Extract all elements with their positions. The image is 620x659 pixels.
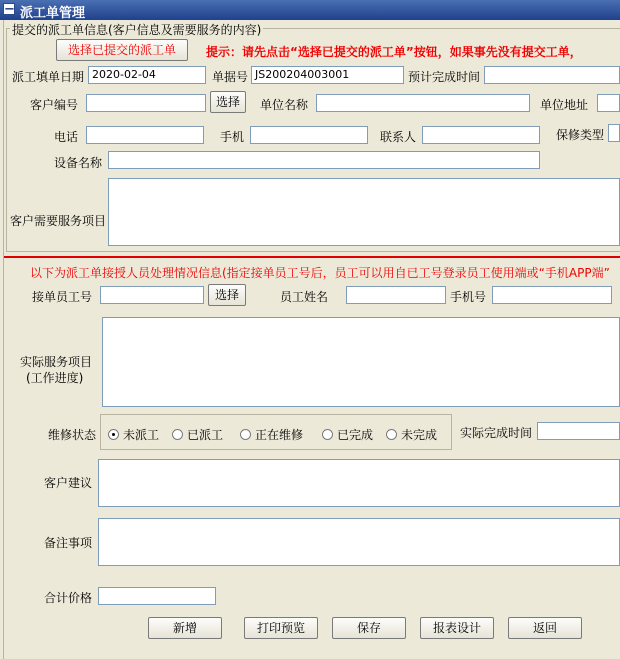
service-label: 客户需要服务项目 [10,214,107,228]
employee-no-field[interactable] [100,286,204,304]
contact-field[interactable] [422,126,540,144]
radio-icon [386,429,397,440]
save-button[interactable]: 保存 [332,617,406,639]
radio-icon [172,429,183,440]
print-preview-button[interactable]: 打印预览 [244,617,318,639]
actual-service-label-line1: 实际服务项目 [20,355,93,369]
date-label: 派工填单日期 [12,70,85,84]
radio-selected-icon [108,429,119,440]
actual-time-label: 实际完成时间 [460,426,533,440]
company-field[interactable] [316,94,530,112]
status-radio-assigned[interactable]: 已派工 [172,426,223,443]
section-divider [4,256,620,258]
order-no-label: 单据号 [212,70,249,84]
remark-textarea[interactable] [98,518,620,566]
employee-select-button[interactable]: 选择 [208,284,246,306]
collapse-icon[interactable]: − [4,2,15,17]
section2-notice: 以下为派工单接授人员处理情况信息(指定接单员工号后，员工可以用自已工号登录员工使用端或“手机APP端” [30,266,610,280]
actual-service-label-line2: (工作进度) [26,371,84,385]
status-label: 维修状态 [48,428,97,442]
customer-no-field[interactable] [86,94,206,112]
radio-icon [322,429,333,440]
employee-mobile-label: 手机号 [450,290,487,304]
device-label: 设备名称 [54,156,103,170]
repair-type-field[interactable] [608,124,620,142]
title-bar [0,0,620,20]
mobile-label: 手机 [220,130,245,144]
status-radio-unassigned[interactable]: 未派工 [108,426,159,443]
status-radio-completed[interactable]: 已完成 [322,426,373,443]
status-radio-uncompleted[interactable]: 未完成 [386,426,437,443]
window-title: 派工单管理 [20,6,86,21]
total-price-field[interactable] [98,587,216,605]
expected-time-field[interactable] [484,66,620,84]
order-no-field[interactable]: JS200204003001 [251,66,404,84]
status-radio-repairing[interactable]: 正在维修 [240,426,303,443]
radio-icon [240,429,251,440]
actual-service-textarea[interactable] [102,317,620,407]
mobile-field[interactable] [250,126,368,144]
hint-text: 提示：请先点击“选择已提交的派工单”按钮，如果事先没有提交工单， [206,45,582,59]
company-label: 单位名称 [260,98,309,112]
remark-label: 备注事项 [44,536,93,550]
actual-time-field[interactable] [537,422,620,440]
phone-field[interactable] [86,126,204,144]
address-field[interactable] [597,94,620,112]
submitted-order-legend: 提交的派工单信息(客户信息及需要服务的内容) [12,23,262,37]
suggestion-textarea[interactable] [98,459,620,507]
service-textarea[interactable] [108,178,620,246]
customer-no-label: 客户编号 [30,98,79,112]
date-field[interactable]: 2020-02-04 [88,66,206,84]
left-border [3,20,4,659]
suggestion-label: 客户建议 [44,476,93,490]
device-field[interactable] [108,151,540,169]
add-button[interactable]: 新增 [148,617,222,639]
contact-label: 联系人 [380,130,417,144]
employee-no-label: 接单员工号 [32,290,93,304]
select-submitted-order-button[interactable]: 选择已提交的派工单 [56,39,188,61]
employee-mobile-field[interactable] [492,286,612,304]
back-button[interactable]: 返回 [508,617,582,639]
address-label: 单位地址 [540,98,589,112]
employee-name-label: 员工姓名 [280,290,329,304]
total-price-label: 合计价格 [44,591,93,605]
customer-select-button[interactable]: 选择 [210,91,246,113]
expected-time-label: 预计完成时间 [408,70,481,84]
repair-type-label: 保修类型 [556,128,605,142]
phone-label: 电话 [54,130,79,144]
report-design-button[interactable]: 报表设计 [420,617,494,639]
employee-name-field[interactable] [346,286,446,304]
